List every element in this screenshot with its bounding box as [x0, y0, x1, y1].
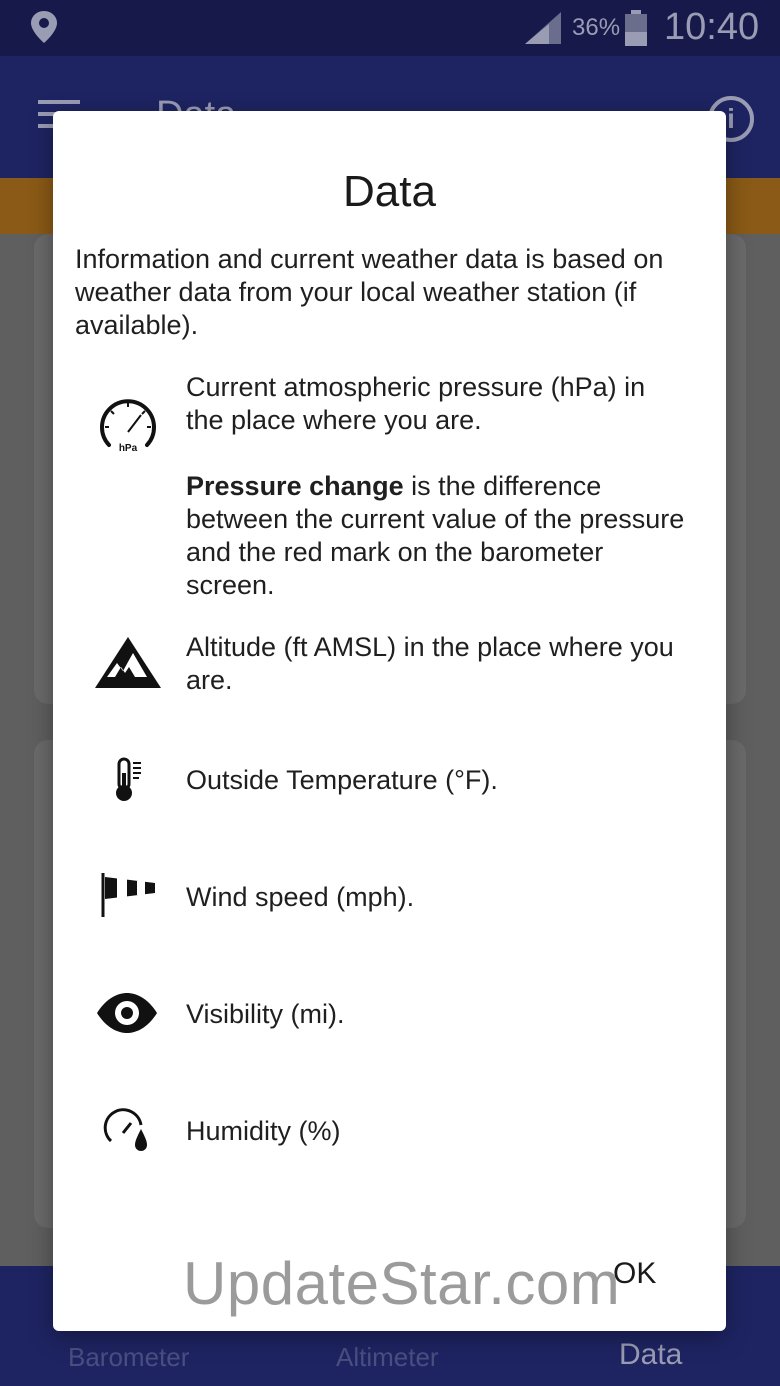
item-temperature-text: Outside Temperature (°F).	[186, 765, 498, 795]
dialog-title: Data	[343, 167, 436, 216]
status-bar	[0, 0, 780, 56]
windsock-icon	[99, 871, 159, 919]
pressure-change-label: Pressure change	[186, 471, 404, 501]
eye-icon	[95, 991, 159, 1035]
watermark: UpdateStar.com	[183, 1250, 621, 1317]
barometer-icon	[97, 395, 159, 455]
item-wind-text: Wind speed (mph).	[186, 882, 415, 912]
item-pressure-text: Current atmospheric pressure (hPa) in the place where you are.	[186, 372, 646, 435]
nav-altimeter[interactable]: Altimeter	[336, 1342, 439, 1372]
humidity-icon	[103, 1105, 151, 1153]
pressure-change-text: is the difference between the current value of the pressure and the red mark on the barometer screen.	[186, 471, 685, 600]
mountain-icon	[95, 633, 161, 689]
data-dialog	[53, 111, 726, 1331]
clock: 10:40	[664, 6, 760, 48]
dialog-intro: Information and current weather data is based on weather data from your local weather station (if available).	[75, 244, 664, 340]
info-icon[interactable]: i	[708, 96, 754, 142]
item-pressure-change	[186, 470, 686, 602]
ok-button[interactable]: OK	[613, 1257, 657, 1290]
item-altitude-text: Altitude (ft AMSL) in the place where you are.	[186, 632, 674, 695]
item-visibility-text: Visibility (mi).	[186, 999, 345, 1029]
location-icon	[30, 10, 58, 44]
nav-data[interactable]: Data	[619, 1338, 683, 1371]
item-humidity-text: Humidity (%)	[186, 1116, 341, 1146]
barometer-icon-label: hPa	[118, 443, 138, 454]
signal-icon	[525, 12, 561, 44]
battery-icon	[624, 10, 648, 46]
thermometer-icon	[111, 757, 145, 803]
nav-barometer[interactable]: Barometer	[68, 1342, 190, 1372]
battery-percent: 36%	[572, 14, 621, 41]
